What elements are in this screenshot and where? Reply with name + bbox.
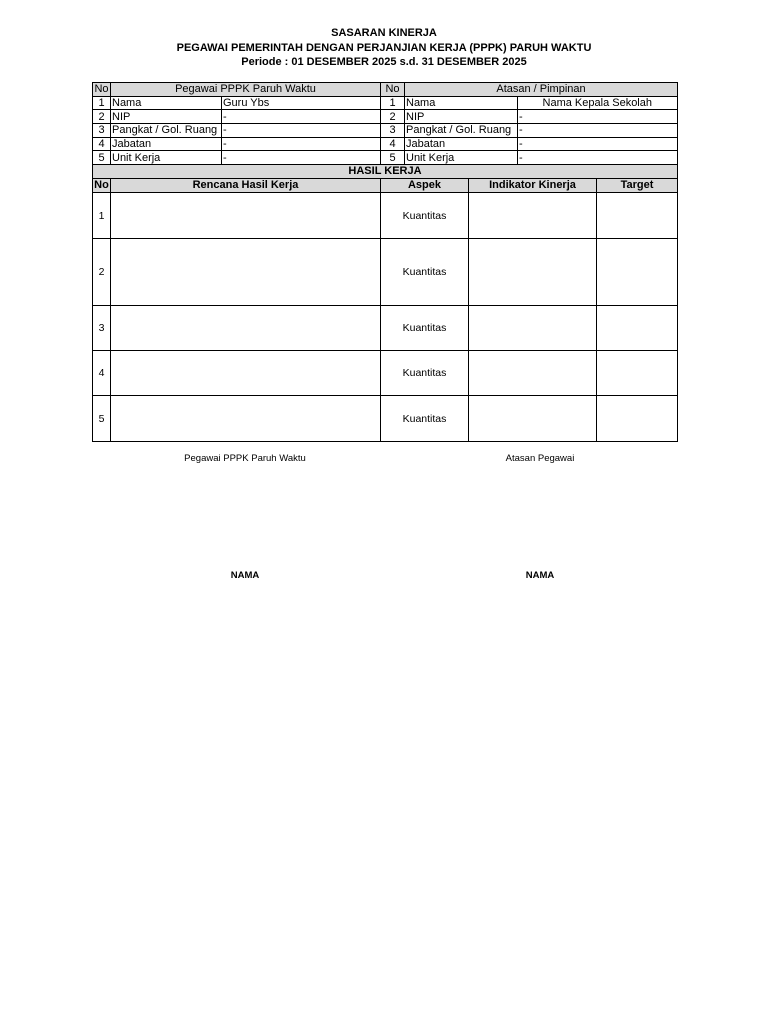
employee-value: - bbox=[222, 124, 381, 138]
indikator-cell[interactable] bbox=[469, 193, 597, 239]
info-row-no: 2 bbox=[93, 110, 111, 124]
employee-value: - bbox=[222, 137, 381, 151]
table-row bbox=[93, 396, 678, 442]
aspek-cell: Kuantitas bbox=[381, 239, 469, 306]
info-row-no: 5 bbox=[93, 151, 111, 165]
info-row-label: Jabatan bbox=[111, 137, 222, 151]
row-no: 3 bbox=[93, 306, 111, 351]
rencana-cell[interactable] bbox=[111, 396, 381, 442]
info-row-no: 4 bbox=[381, 137, 405, 151]
row-no: 5 bbox=[93, 396, 111, 442]
rencana-cell[interactable] bbox=[111, 239, 381, 306]
info-row-label: Jabatan bbox=[405, 137, 518, 151]
info-row bbox=[93, 96, 678, 110]
col-header-indikator: Indikator Kinerja bbox=[469, 179, 597, 193]
info-row-no: 1 bbox=[381, 96, 405, 110]
table-row bbox=[93, 351, 678, 396]
aspek-cell: Kuantitas bbox=[381, 396, 469, 442]
info-row-no: 1 bbox=[93, 96, 111, 110]
supervisor-signature-role: Atasan Pegawai bbox=[505, 453, 575, 464]
supervisor-signature-name: NAMA bbox=[525, 570, 555, 581]
supervisor-value: - bbox=[518, 151, 678, 165]
info-row-label: Nama bbox=[111, 96, 222, 110]
info-row bbox=[93, 124, 678, 138]
indikator-cell[interactable] bbox=[469, 306, 597, 351]
target-cell[interactable] bbox=[597, 306, 678, 351]
no-header-left: No bbox=[94, 83, 109, 96]
info-row-no: 3 bbox=[381, 124, 405, 138]
info-row-label: Nama bbox=[405, 96, 518, 110]
table-row bbox=[93, 239, 678, 306]
row-no: 1 bbox=[93, 193, 111, 239]
aspek-cell: Kuantitas bbox=[381, 193, 469, 239]
rencana-cell[interactable] bbox=[111, 306, 381, 351]
info-row-label: Pangkat / Gol. Ruang bbox=[111, 124, 222, 138]
employee-signature-name: NAMA bbox=[230, 570, 260, 581]
target-cell[interactable] bbox=[597, 193, 678, 239]
aspek-cell: Kuantitas bbox=[381, 306, 469, 351]
employee-info-table bbox=[92, 82, 678, 179]
info-row-no: 2 bbox=[381, 110, 405, 124]
employee-value: Guru Ybs bbox=[222, 96, 381, 110]
table-row bbox=[93, 306, 678, 351]
no-header-right: No bbox=[381, 83, 405, 97]
target-cell[interactable] bbox=[597, 239, 678, 306]
indikator-cell[interactable] bbox=[469, 239, 597, 306]
hasil-kerja-title-row bbox=[93, 165, 678, 179]
employee-header: Pegawai PPPK Paruh Waktu bbox=[111, 83, 381, 97]
col-header-aspek: Aspek bbox=[381, 179, 469, 193]
info-row-label: NIP bbox=[405, 110, 518, 124]
aspek-cell: Kuantitas bbox=[381, 351, 469, 396]
target-cell[interactable] bbox=[597, 396, 678, 442]
row-no: 4 bbox=[93, 351, 111, 396]
hasil-kerja-title: HASIL KERJA bbox=[93, 165, 678, 179]
supervisor-header: Atasan / Pimpinan bbox=[405, 83, 678, 97]
col-header-no: No bbox=[94, 179, 109, 191]
info-row-label: Pangkat / Gol. Ruang bbox=[405, 124, 518, 138]
rencana-cell[interactable] bbox=[111, 193, 381, 239]
info-row-label: NIP bbox=[111, 110, 222, 124]
employee-value: - bbox=[222, 110, 381, 124]
info-row-no: 4 bbox=[93, 137, 111, 151]
document-title: SASARAN KINERJA bbox=[331, 27, 437, 39]
document-subtitle: PEGAWAI PEMERINTAH DENGAN PERJANJIAN KERJA (PPPK) PARUH WAKTU bbox=[176, 41, 592, 54]
target-cell[interactable] bbox=[597, 351, 678, 396]
supervisor-value: - bbox=[518, 137, 678, 151]
employee-value: - bbox=[222, 151, 381, 165]
table-row bbox=[93, 193, 678, 239]
document-header bbox=[0, 26, 768, 70]
work-results-table bbox=[92, 178, 678, 442]
indikator-cell[interactable] bbox=[469, 396, 597, 442]
employee-signature-role: Pegawai PPPK Paruh Waktu bbox=[184, 453, 306, 464]
document-period: Periode : 01 DESEMBER 2025 s.d. 31 DESEMBER 2025 bbox=[241, 56, 527, 68]
rencana-cell[interactable] bbox=[111, 351, 381, 396]
row-no: 2 bbox=[93, 239, 111, 306]
info-row bbox=[93, 110, 678, 124]
info-row-label: Unit Kerja bbox=[111, 151, 222, 165]
supervisor-value: Nama Kepala Sekolah bbox=[518, 96, 678, 110]
indikator-cell[interactable] bbox=[469, 351, 597, 396]
info-row-label: Unit Kerja bbox=[405, 151, 518, 165]
info-row bbox=[93, 137, 678, 151]
supervisor-value: - bbox=[518, 110, 678, 124]
work-header-row bbox=[93, 179, 678, 193]
info-header-row bbox=[93, 83, 678, 97]
col-header-rencana: Rencana Hasil Kerja bbox=[111, 179, 381, 193]
info-row-no: 5 bbox=[381, 151, 405, 165]
info-row-no: 3 bbox=[93, 124, 111, 138]
col-header-target: Target bbox=[597, 179, 678, 193]
info-row bbox=[93, 151, 678, 165]
supervisor-value: - bbox=[518, 124, 678, 138]
